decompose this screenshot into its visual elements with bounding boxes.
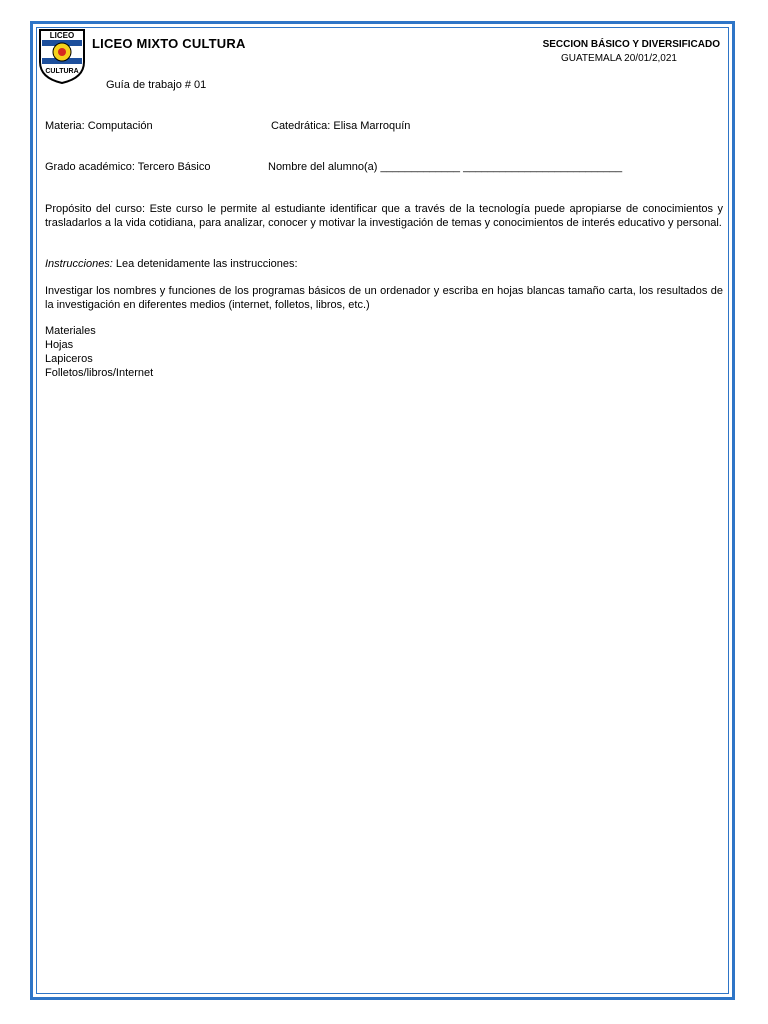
material-item: Folletos/libros/Internet (45, 367, 154, 379)
subject-line: Materia: Computación (45, 120, 153, 132)
materials-list (45, 324, 723, 380)
teacher-line: Catedrática: Elisa Marroquín (271, 120, 411, 132)
student-name-line: Nombre del alumno(a) _____________ __________________________ (268, 161, 623, 173)
location-date: GUATEMALA 20/01/2,021 (561, 53, 677, 64)
purpose-paragraph: Propósito del curso: Este curso le permite al estudiante identificar que a través de la tecnología puede apropiarse de conocimientos y trasladarlos a la vida cotidiana, para analizar, conocer y motivar la investigación de temas y conocimientos de interés educativo y personal. (45, 203, 723, 229)
task-paragraph: Investigar los nombres y funciones de los programas básicos de un ordenador y escriba en hojas blancas tamaño carta, los resultados de la investigación en diferentes medios (internet, folletos, libros, etc.) (45, 285, 723, 311)
logo-text-top: LICEO (49, 31, 75, 40)
grade-line: Grado académico: Tercero Básico (45, 161, 211, 173)
instructions-text: Lea detenidamente las instrucciones: (112, 258, 298, 270)
logo-text-bottom: CULTURA (45, 68, 79, 75)
instructions-paragraph (45, 257, 723, 271)
school-logo (37, 28, 87, 84)
section-name: SECCION BÁSICO Y DIVERSIFICADO (542, 39, 720, 50)
school-name: LICEO MIXTO CULTURA (92, 36, 246, 51)
materials-heading: Materiales (45, 325, 96, 337)
guide-title: Guía de trabajo # 01 (106, 79, 207, 91)
instructions-label: Instrucciones: (45, 258, 113, 270)
material-item: Lapiceros (45, 353, 93, 365)
material-item: Hojas (45, 339, 74, 351)
